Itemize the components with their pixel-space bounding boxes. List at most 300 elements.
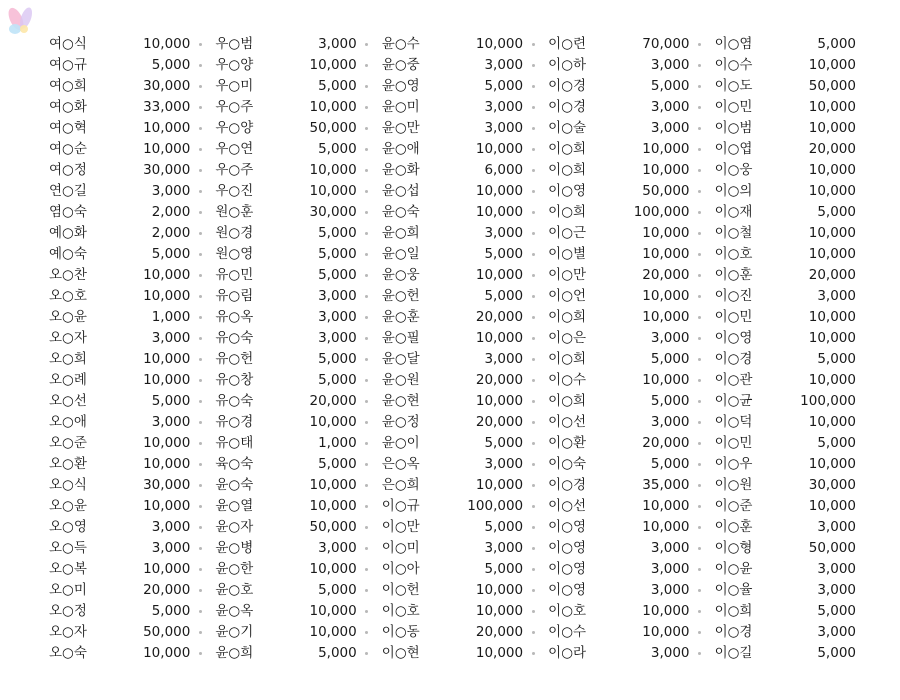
donation-amount: 50,000 <box>309 519 357 535</box>
table-row <box>44 265 856 286</box>
donation-amount: 10,000 <box>642 519 690 535</box>
divider-dot <box>532 316 535 319</box>
divider-dot <box>365 484 368 487</box>
column-divider <box>523 181 543 202</box>
column-divider <box>523 202 543 223</box>
column-divider <box>357 307 377 328</box>
column-divider <box>190 307 210 328</box>
column-divider <box>523 244 543 265</box>
donation-amount: 10,000 <box>642 141 690 157</box>
donation-amount: 5,000 <box>484 288 524 304</box>
divider-dot <box>365 232 368 235</box>
donor-name: 윤○호 <box>215 582 254 598</box>
donation-amount: 10,000 <box>143 456 191 472</box>
divider-dot <box>532 400 535 403</box>
donation-amount: 30,000 <box>143 477 191 493</box>
donation-amount: 33,000 <box>143 99 191 115</box>
donor-name: 이○환 <box>548 435 587 451</box>
donor-name: 오○준 <box>49 435 87 451</box>
donor-name: 이○관 <box>714 372 753 388</box>
donor-name: 윤○만 <box>381 120 420 136</box>
column-divider <box>523 349 543 370</box>
donation-amount: 5,000 <box>817 204 856 220</box>
column-divider <box>190 433 210 454</box>
donation-amount: 10,000 <box>143 267 191 283</box>
donation-amount: 10,000 <box>309 183 357 199</box>
donation-amount: 5,000 <box>318 582 357 598</box>
donation-amount: 5,000 <box>151 246 191 262</box>
column-divider <box>190 97 210 118</box>
column-divider <box>690 433 710 454</box>
donor-name: 이○의 <box>714 183 753 199</box>
donation-amount: 10,000 <box>475 36 524 52</box>
divider-dot <box>532 484 535 487</box>
divider-dot <box>532 652 535 655</box>
donor-name: 이○술 <box>548 120 587 136</box>
column-divider <box>690 517 710 538</box>
divider-dot <box>365 526 368 529</box>
divider-dot <box>365 610 368 613</box>
divider-dot <box>199 463 202 466</box>
donor-name: 이○훈 <box>714 519 753 535</box>
donor-name: 오○호 <box>49 288 87 304</box>
donor-name: 이○범 <box>714 120 753 136</box>
donor-name: 여○순 <box>49 141 87 157</box>
donation-amount: 5,000 <box>817 36 856 52</box>
donation-amount: 10,000 <box>642 372 690 388</box>
divider-dot <box>532 43 535 46</box>
divider-dot <box>698 43 701 46</box>
donation-amount: 10,000 <box>143 645 191 661</box>
donor-name: 유○숙 <box>215 330 254 346</box>
donor-name: 유○옥 <box>215 309 254 325</box>
donor-name: 오○득 <box>49 540 87 556</box>
divider-dot <box>365 421 368 424</box>
donor-name: 윤○애 <box>381 141 420 157</box>
column-divider <box>357 328 377 349</box>
column-divider <box>523 496 543 517</box>
donation-amount: 5,000 <box>650 456 690 472</box>
table-row <box>44 349 856 370</box>
donation-amount: 5,000 <box>318 141 357 157</box>
divider-dot <box>199 148 202 151</box>
donation-amount: 10,000 <box>143 435 191 451</box>
donor-name: 이○윤 <box>714 561 753 577</box>
donor-name: 윤○이 <box>381 435 420 451</box>
donation-amount: 10,000 <box>808 183 856 199</box>
donation-amount: 3,000 <box>318 36 357 52</box>
column-divider <box>690 160 710 181</box>
table-row <box>44 643 856 664</box>
divider-dot <box>365 169 368 172</box>
divider-dot <box>532 253 535 256</box>
donor-name: 이○철 <box>714 225 753 241</box>
column-divider <box>357 412 377 433</box>
donor-name: 이○원 <box>714 477 753 493</box>
divider-dot <box>532 106 535 109</box>
donation-amount: 30,000 <box>808 477 856 493</box>
column-divider <box>357 97 377 118</box>
divider-dot <box>199 358 202 361</box>
column-divider <box>190 601 210 622</box>
divider-dot <box>698 274 701 277</box>
donation-amount: 10,000 <box>309 603 357 619</box>
donation-amount: 3,000 <box>650 561 690 577</box>
donor-name: 윤○훈 <box>381 309 420 325</box>
donation-amount: 5,000 <box>318 645 357 661</box>
column-divider <box>523 286 543 307</box>
divider-dot <box>698 589 701 592</box>
donor-name: 이○희 <box>548 309 587 325</box>
donation-amount: 1,000 <box>151 309 191 325</box>
table-row <box>44 538 856 559</box>
divider-dot <box>532 127 535 130</box>
donor-name: 이○별 <box>548 246 587 262</box>
donation-amount: 20,000 <box>475 309 524 325</box>
column-divider <box>690 496 710 517</box>
donor-name: 윤○필 <box>381 330 420 346</box>
divider-dot <box>365 64 368 67</box>
donation-amount: 10,000 <box>808 372 856 388</box>
donor-name: 오○정 <box>49 603 87 619</box>
divider-dot <box>698 631 701 634</box>
donation-amount: 20,000 <box>309 393 357 409</box>
donor-name: 오○자 <box>49 624 87 640</box>
donation-amount: 10,000 <box>309 477 357 493</box>
donor-name: 이○선 <box>548 498 587 514</box>
column-divider <box>357 538 377 559</box>
donation-amount: 50,000 <box>642 183 690 199</box>
donation-amount: 3,000 <box>650 540 690 556</box>
donor-name: 윤○병 <box>215 540 254 556</box>
donor-name: 이○규 <box>381 498 420 514</box>
table-row <box>44 76 856 97</box>
column-divider <box>190 559 210 580</box>
column-divider <box>690 118 710 139</box>
column-divider <box>190 76 210 97</box>
divider-dot <box>199 127 202 130</box>
divider-dot <box>365 127 368 130</box>
donation-amount: 10,000 <box>309 624 357 640</box>
column-divider <box>357 160 377 181</box>
column-divider <box>357 349 377 370</box>
donor-name: 윤○원 <box>381 372 420 388</box>
donation-amount: 10,000 <box>309 498 357 514</box>
divider-dot <box>532 169 535 172</box>
donor-name: 윤○열 <box>215 498 254 514</box>
donation-amount: 3,000 <box>650 330 690 346</box>
donation-amount: 10,000 <box>808 246 856 262</box>
column-divider <box>690 559 710 580</box>
column-divider <box>190 538 210 559</box>
donation-amount: 10,000 <box>309 561 357 577</box>
column-divider <box>190 181 210 202</box>
donor-name: 우○양 <box>215 120 254 136</box>
divider-dot <box>698 610 701 613</box>
column-divider <box>190 580 210 601</box>
donor-name: 예○화 <box>49 225 87 241</box>
donor-name: 이○경 <box>548 78 587 94</box>
donation-amount: 3,000 <box>650 414 690 430</box>
donor-name: 이○영 <box>548 561 587 577</box>
column-divider <box>190 370 210 391</box>
divider-dot <box>199 610 202 613</box>
table-row <box>44 34 856 55</box>
column-divider <box>190 202 210 223</box>
column-divider <box>523 412 543 433</box>
donor-name: 이○라 <box>548 645 587 661</box>
table-row <box>44 517 856 538</box>
divider-dot <box>532 547 535 550</box>
divider-dot <box>365 190 368 193</box>
divider-dot <box>365 631 368 634</box>
donor-name: 이○우 <box>714 456 753 472</box>
column-divider <box>190 412 210 433</box>
donor-name: 원○경 <box>215 225 254 241</box>
column-divider <box>357 643 377 664</box>
donor-name: 오○윤 <box>49 309 87 325</box>
column-divider <box>690 370 710 391</box>
donor-name: 이○준 <box>714 498 753 514</box>
donor-name: 우○주 <box>215 99 254 115</box>
divider-dot <box>199 484 202 487</box>
donation-amount: 10,000 <box>309 99 357 115</box>
donation-amount: 30,000 <box>143 162 191 178</box>
donor-name: 이○희 <box>548 162 587 178</box>
column-divider <box>357 622 377 643</box>
divider-dot <box>698 211 701 214</box>
donation-amount: 3,000 <box>151 414 191 430</box>
divider-dot <box>365 400 368 403</box>
divider-dot <box>199 379 202 382</box>
donor-name: 이○아 <box>381 561 420 577</box>
donation-amount: 5,000 <box>817 435 856 451</box>
divider-dot <box>365 316 368 319</box>
donation-amount: 5,000 <box>318 456 357 472</box>
donor-name: 이○재 <box>714 204 753 220</box>
divider-dot <box>532 274 535 277</box>
donor-name: 이○경 <box>714 351 753 367</box>
donor-name: 윤○미 <box>381 99 420 115</box>
column-divider <box>690 202 710 223</box>
donation-amount: 50,000 <box>143 624 191 640</box>
donation-amount: 10,000 <box>143 36 191 52</box>
donation-amount: 20,000 <box>808 267 856 283</box>
table-row <box>44 496 856 517</box>
donation-amount: 10,000 <box>143 288 191 304</box>
column-divider <box>357 601 377 622</box>
donation-amount: 10,000 <box>143 120 191 136</box>
donor-name: 은○희 <box>381 477 420 493</box>
donor-name: 유○창 <box>215 372 254 388</box>
divider-dot <box>532 631 535 634</box>
column-divider <box>690 265 710 286</box>
divider-dot <box>532 421 535 424</box>
column-divider <box>523 118 543 139</box>
column-divider <box>690 391 710 412</box>
donation-amount: 5,000 <box>318 225 357 241</box>
column-divider <box>357 454 377 475</box>
column-divider <box>523 160 543 181</box>
donation-amount: 3,000 <box>817 288 856 304</box>
donor-name: 은○옥 <box>381 456 420 472</box>
donor-name: 이○희 <box>548 393 587 409</box>
donation-amount: 10,000 <box>309 162 357 178</box>
donor-name: 이○엽 <box>714 141 753 157</box>
donor-name: 예○숙 <box>49 246 87 262</box>
donor-name: 이○현 <box>381 645 420 661</box>
donation-amount: 10,000 <box>642 288 690 304</box>
divider-dot <box>532 505 535 508</box>
column-divider <box>523 265 543 286</box>
donation-amount: 3,000 <box>484 456 524 472</box>
donation-amount: 10,000 <box>642 162 690 178</box>
column-divider <box>190 55 210 76</box>
column-divider <box>357 202 377 223</box>
donor-name: 이○호 <box>714 246 753 262</box>
donation-amount: 3,000 <box>484 351 524 367</box>
column-divider <box>690 97 710 118</box>
table-row <box>44 202 856 223</box>
divider-dot <box>698 484 701 487</box>
divider-dot <box>532 526 535 529</box>
divider-dot <box>698 568 701 571</box>
donation-amount: 5,000 <box>151 393 191 409</box>
column-divider <box>190 496 210 517</box>
donation-amount: 5,000 <box>817 351 856 367</box>
donation-amount: 5,000 <box>484 435 524 451</box>
donor-name: 염○숙 <box>49 204 87 220</box>
divider-dot <box>698 358 701 361</box>
divider-dot <box>698 148 701 151</box>
donation-amount: 10,000 <box>143 498 191 514</box>
divider-dot <box>698 652 701 655</box>
donation-amount: 10,000 <box>808 57 856 73</box>
column-divider <box>357 34 377 55</box>
donation-amount: 2,000 <box>151 225 191 241</box>
divider-dot <box>365 358 368 361</box>
column-divider <box>523 517 543 538</box>
donor-name: 육○숙 <box>215 456 254 472</box>
donor-name: 이○희 <box>548 141 587 157</box>
donation-amount: 10,000 <box>642 498 690 514</box>
divider-dot <box>199 442 202 445</box>
donation-amount: 5,000 <box>484 561 524 577</box>
divider-dot <box>698 64 701 67</box>
donor-name: 이○웅 <box>714 162 753 178</box>
donor-name: 윤○웅 <box>381 267 420 283</box>
donor-name: 유○숙 <box>215 393 254 409</box>
donation-amount: 3,000 <box>817 519 856 535</box>
donation-amount: 5,000 <box>484 246 524 262</box>
column-divider <box>690 181 710 202</box>
divider-dot <box>365 505 368 508</box>
divider-dot <box>698 442 701 445</box>
donor-name: 오○숙 <box>49 645 87 661</box>
column-divider <box>190 139 210 160</box>
donation-amount: 3,000 <box>318 540 357 556</box>
donation-amount: 10,000 <box>642 225 690 241</box>
divider-dot <box>199 253 202 256</box>
divider-dot <box>698 400 701 403</box>
donor-name: 이○호 <box>548 603 587 619</box>
column-divider <box>523 538 543 559</box>
divider-dot <box>532 232 535 235</box>
donation-amount: 10,000 <box>143 372 191 388</box>
butterfly-logo-icon <box>2 2 42 42</box>
column-divider <box>357 244 377 265</box>
column-divider <box>690 538 710 559</box>
donor-name: 이○형 <box>714 540 753 556</box>
divider-dot <box>365 463 368 466</box>
donor-name: 윤○수 <box>381 36 420 52</box>
divider-dot <box>532 610 535 613</box>
donation-amount: 5,000 <box>650 351 690 367</box>
donation-amount: 3,000 <box>484 57 524 73</box>
column-divider <box>523 76 543 97</box>
column-divider <box>357 55 377 76</box>
divider-dot <box>698 106 701 109</box>
table-row <box>44 160 856 181</box>
donor-name: 이○만 <box>548 267 587 283</box>
donor-name: 오○애 <box>49 414 87 430</box>
donor-name: 이○동 <box>381 624 420 640</box>
table-row <box>44 622 856 643</box>
column-divider <box>523 580 543 601</box>
donor-name: 오○례 <box>49 372 87 388</box>
donation-amount: 10,000 <box>642 603 690 619</box>
donation-amount: 10,000 <box>808 99 856 115</box>
divider-dot <box>365 253 368 256</box>
divider-dot <box>532 64 535 67</box>
column-divider <box>523 97 543 118</box>
donation-amount: 5,000 <box>318 267 357 283</box>
column-divider <box>690 454 710 475</box>
divider-dot <box>199 505 202 508</box>
donation-amount: 10,000 <box>808 414 856 430</box>
donor-name: 윤○영 <box>381 78 420 94</box>
column-divider <box>523 643 543 664</box>
donor-name: 이○련 <box>548 36 587 52</box>
donor-name: 윤○일 <box>381 246 420 262</box>
divider-dot <box>199 232 202 235</box>
donation-amount: 10,000 <box>642 309 690 325</box>
table-row <box>44 55 856 76</box>
divider-dot <box>199 589 202 592</box>
divider-dot <box>365 568 368 571</box>
column-divider <box>357 496 377 517</box>
divider-dot <box>365 379 368 382</box>
column-divider <box>190 265 210 286</box>
donor-name: 원○영 <box>215 246 254 262</box>
donation-amount: 3,000 <box>484 225 524 241</box>
donor-name: 오○자 <box>49 330 87 346</box>
divider-dot <box>698 337 701 340</box>
donation-amount: 10,000 <box>475 582 524 598</box>
column-divider <box>357 475 377 496</box>
divider-dot <box>698 316 701 319</box>
donor-name: 유○태 <box>215 435 254 451</box>
donor-name: 우○미 <box>215 78 254 94</box>
donation-amount: 5,000 <box>318 372 357 388</box>
divider-dot <box>698 253 701 256</box>
donation-amount: 5,000 <box>151 57 191 73</box>
divider-dot <box>199 526 202 529</box>
divider-dot <box>365 211 368 214</box>
column-divider <box>690 475 710 496</box>
column-divider <box>190 118 210 139</box>
divider-dot <box>532 295 535 298</box>
